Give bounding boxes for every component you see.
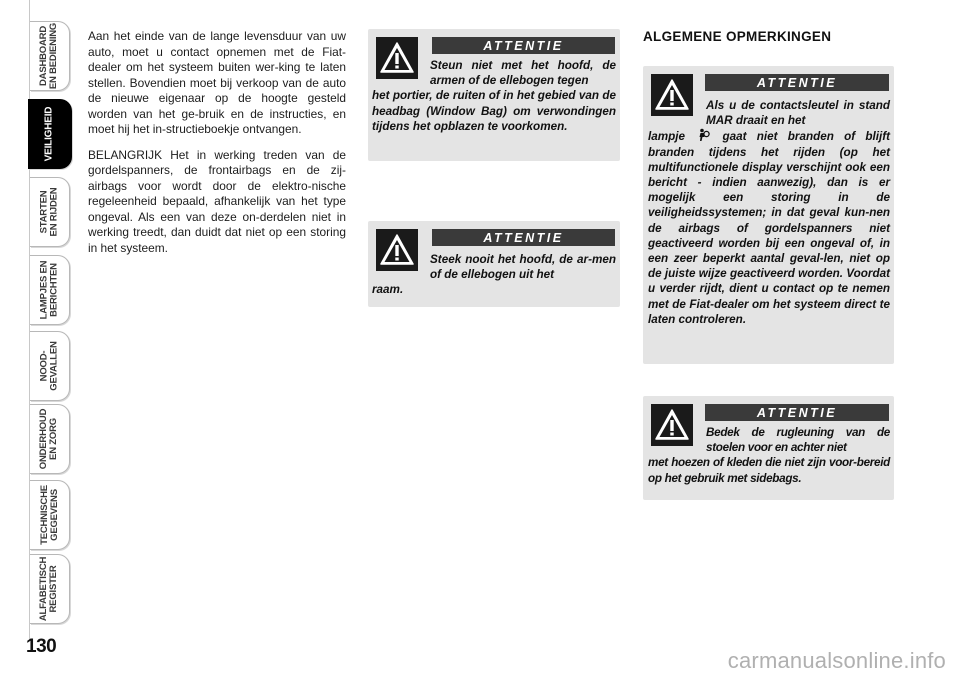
warning-box xyxy=(368,29,620,161)
tab-noodgevallen[interactable] xyxy=(30,331,70,401)
warning-text-full: gaat niet branden of blijft branden tijdens het rijden (op het multifunctionele display verschijnt ook een bericht - indien aanwezig), dan is er mogelijk een storing in de veiligheidssystemen; in dat geval kun-nen de airbags of gordelspanners niet geactiveerd worden bij een ongeval of, in een zeer beperkt aantal geval-len, niet op de juiste wijze geactiveerd worden. Voordat u verder rijdt, dient u contact op te nemen met de Fiat-dealer om het systeem direct te laten controleren. xyxy=(648,130,891,326)
warning-header: ATTENTIE xyxy=(432,37,615,54)
warning-text-indent: Als u de contactsleutel in stand MAR draait en het xyxy=(706,99,890,128)
warning-text-before-icon: lampje xyxy=(648,130,686,144)
tab-technische-gegevens[interactable] xyxy=(30,480,70,550)
warning-text xyxy=(648,98,890,327)
warning-text-full: met hoezen of kleden die niet zijn voor-bereid op het gebruik met sidebags. xyxy=(648,456,890,485)
airbag-warning-light-icon xyxy=(697,128,710,142)
tab-label: TECHNISCHE GEGEVENS xyxy=(38,485,60,545)
warning-text-indent: Steek nooit het hoofd, de ar-men of de ellebogen uit het xyxy=(430,253,616,282)
tab-label: ALFABETISCH REGISTER xyxy=(38,556,60,622)
warning-box xyxy=(643,66,894,364)
tab-dashboard-en-bediening[interactable] xyxy=(30,21,70,91)
tab-label: ONDERHOUD EN ZORG xyxy=(38,408,60,470)
tab-label: NOOD- GEVALLEN xyxy=(38,341,60,391)
section-heading: ALGEMENE OPMERKINGEN xyxy=(643,29,832,44)
paragraph: BELANGRIJK Het in werking treden van de gordelspanners, de frontairbags en de zij-airbags voor wordt door de elektro-nische regeleenheid bepaald, afhankelijk van het type ongeval. Als een van deze on-derdelen niet in werking treedt, dan duidt dat niet op een storing in het systeem. xyxy=(88,147,346,255)
tab-onderhoud-en-zorg[interactable] xyxy=(30,404,70,474)
warning-text xyxy=(372,58,616,134)
warning-header: ATTENTIE xyxy=(432,229,615,246)
warning-text xyxy=(372,252,616,298)
tab-label: VEILIGHEID xyxy=(43,106,55,162)
warning-text-indent: Steun niet met het hoofd, de armen of de ellebogen tegen xyxy=(430,59,616,88)
tab-label: STARTEN EN RIJDEN xyxy=(38,187,60,237)
tab-lampjes-en-berichten[interactable] xyxy=(30,255,70,325)
warning-text xyxy=(648,425,890,486)
warning-header: ATTENTIE xyxy=(705,74,889,91)
body-text-column xyxy=(88,29,346,266)
watermark: carmanualsonline.info xyxy=(727,648,946,673)
warning-box xyxy=(368,221,620,307)
warning-text-indent: Bedek de rugleuning van de stoelen voor en achter niet xyxy=(706,426,890,455)
tab-veiligheid[interactable] xyxy=(28,99,72,169)
paragraph: Aan het einde van de lange levensduur van uw auto, moet u contact opnemen met de Fiat-dealer om het systeem buiten wer-king te laten stellen. Bovendien moet bij verkoop van de auto de nieuwe eigenaar op de hoogte gesteld worden van het ge-bruik en de instructies, en moet hij het in-structieboekje ontvangen. xyxy=(88,29,346,136)
warning-text-full: het portier, de ruiten of in het gebied van de headbag (Window Bag) om verwondingen tijdens het opblazen te voorkomen. xyxy=(372,89,616,133)
tab-label: DASHBOARD EN BEDIENING xyxy=(38,22,60,90)
tab-alfabetisch-register[interactable] xyxy=(30,554,70,624)
warning-text-full: raam. xyxy=(372,283,404,297)
chapter-tabs xyxy=(0,0,72,640)
page-number: 130 xyxy=(26,636,57,657)
tab-starten-en-rijden[interactable] xyxy=(30,177,70,247)
tab-label: LAMPJES EN BERICHTEN xyxy=(38,260,60,320)
warning-header: ATTENTIE xyxy=(705,404,889,421)
warning-box xyxy=(643,396,894,500)
